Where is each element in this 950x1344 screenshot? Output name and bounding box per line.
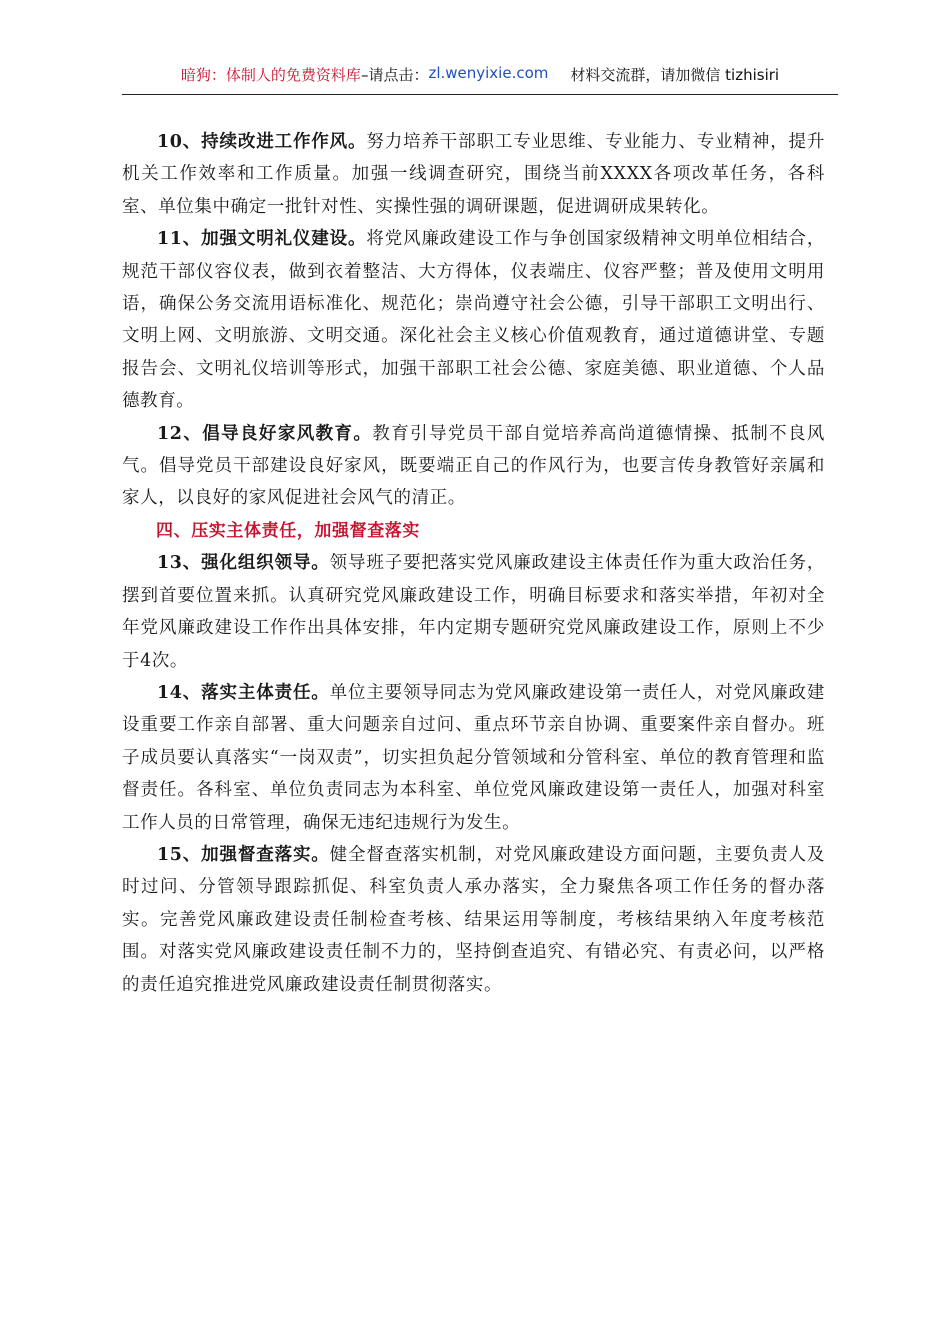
page-header [122, 64, 838, 95]
header-click-prefix: –请点击： [360, 66, 429, 84]
paragraph-text: 将党风廉政建设工作与争创国家级精神文明单位相结合，规范干部仪容仪表，做到衣着整洁、大方得体，仪表端庄、仪容严整；普及使用文明用语，确保公务交流用语标准化、规范化；崇尚遵守社会公德，引导干部职工文明出行、文明上网、文明旅游、文明交通。深化社会主义核心价值观教育，通过道德讲堂、专题报告会、文明礼仪培训等形式，加强干部职工社会公德、家庭美德、职业道德、个人品德教育。 [122, 229, 826, 412]
paragraph-12 [122, 418, 825, 515]
paragraph-text: 教育引导党员干部自觉培养高尚道德情操、抵制不良风气。倡导党员干部建设良好家风，既要端正自己的作风行为，也要言传身教管好亲属和家人，以良好的家风促进社会风气的清正。 [122, 423, 825, 509]
paragraph-10 [122, 126, 825, 223]
paragraph-14 [122, 677, 825, 839]
paragraph-heading: 11、加强文明礼仪建设。 [157, 229, 367, 250]
header-wechat-note: 材料交流群，请加微信 tizhisiri [570, 66, 780, 84]
header-brand: 暗狗：体制人的免费资料库 [180, 66, 361, 84]
paragraph-text: 努力培养干部职工专业思维、专业能力、专业精神，提升机关工作效率和工作质量。加强一线调查研究，围绕当前XXXX各项改革任务，各科室、单位集中确定一批针对性、实操性强的调研课题，促进调研成果转化。 [122, 132, 826, 217]
paragraph-13 [122, 547, 825, 677]
section-4-title: 四、压实主体责任，加强督查落实 [156, 520, 420, 541]
paragraph-text: 健全督查落实机制，对党风廉政建设方面问题，主要负责人及时过问、分管领导跟踪抓促、科室负责人承办落实，全力聚焦各项工作任务的督办落实。完善党风廉政建设责任制检查考核、结果运用等制度，考核结果纳入年度考核范围。对落实党风廉政建设责任制不力的，坚持倒查追究、有错必究、有责必问，以严格的责任追究推进党风廉政建设责任制贯彻落实。 [122, 844, 825, 995]
paragraph-text: 单位主要领导同志为党风廉政建设第一责任人，对党风廉政建设重要工作亲自部署、重大问题亲自过问、重点环节亲自协调、重要案件亲自督办。班子成员要认真落实“一岗双责”，切实担负起分管领域和分管科室、单位的教育管理和监督责任。各科室、单位负责同志为本科室、单位党风廉政建设第一责任人，加强对科室工作人员的日常管理，确保无违纪违规行为发生。 [122, 682, 825, 833]
document-body [122, 126, 825, 1001]
paragraph-11 [122, 223, 825, 417]
paragraph-text: 领导班子要把落实党风廉政建设主体责任作为重大政治任务，摆到首要位置来抓。认真研究党风廉政建设工作，明确目标要求和落实举措，年初对全年党风廉政建设工作作出具体安排，年内定期专题研究党风廉政建设工作，原则上不少于4次。 [122, 553, 825, 671]
paragraph-heading: 14、落实主体责任。 [157, 682, 330, 703]
paragraph-heading: 15、加强督查落实。 [157, 844, 330, 865]
paragraph-heading: 12、倡导良好家风教育。 [157, 423, 373, 444]
paragraph-heading: 13、强化组织领导。 [157, 553, 330, 574]
paragraph-15 [122, 839, 825, 1001]
paragraph-heading: 10、持续改进工作作风。 [157, 132, 367, 152]
header-url-link[interactable]: zl.wenyixie.com [428, 64, 549, 82]
